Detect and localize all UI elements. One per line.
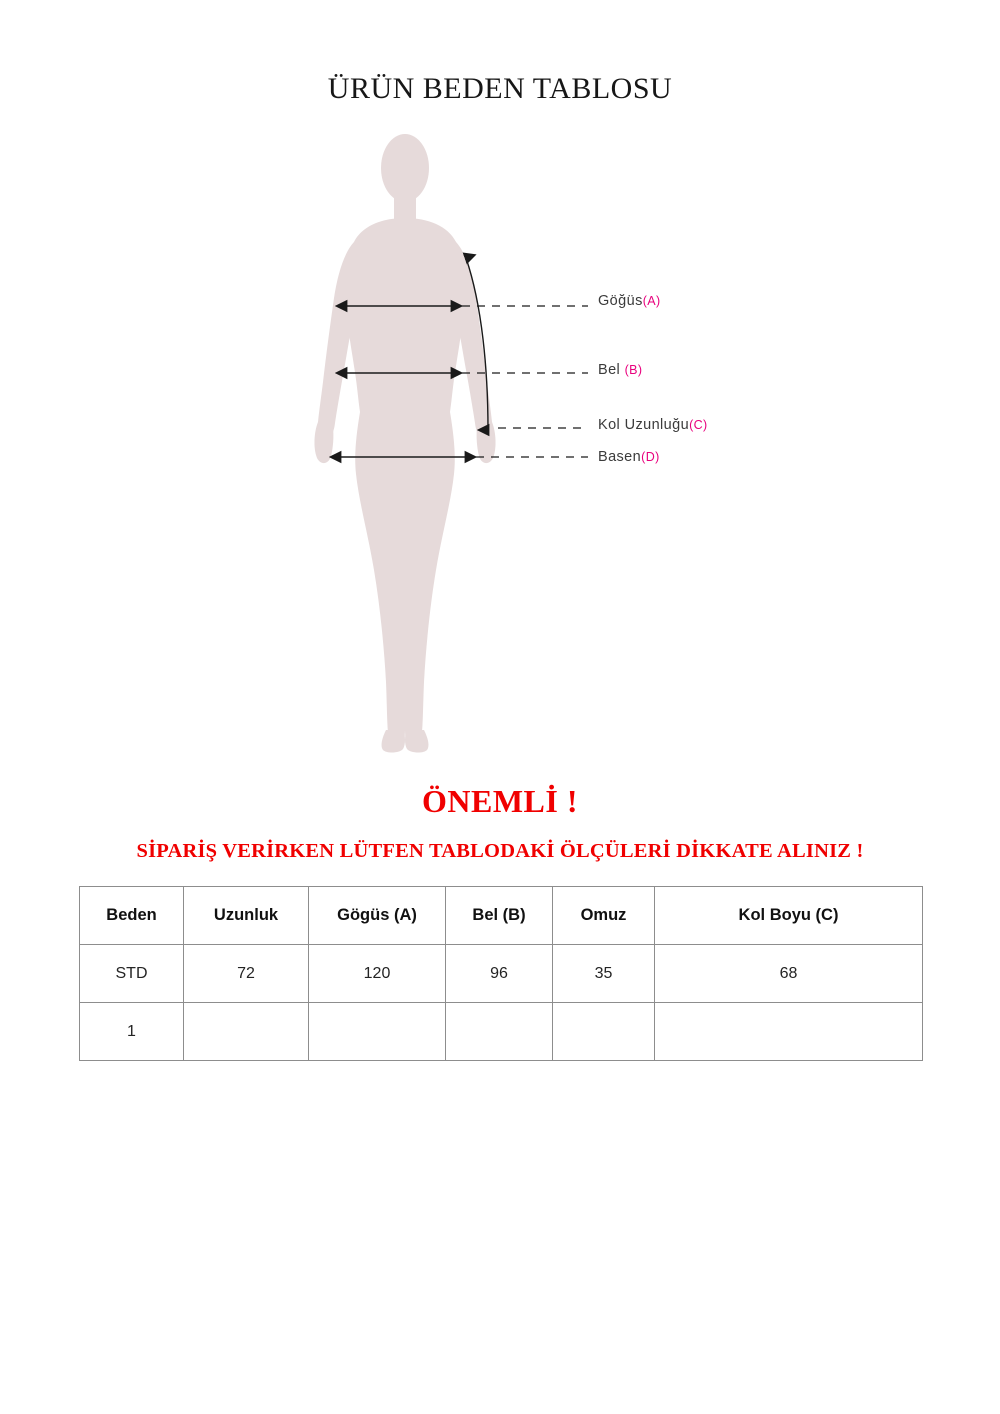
table-cell: 1 bbox=[80, 1003, 184, 1061]
table-cell bbox=[553, 1003, 655, 1061]
table-header-cell: Kol Boyu (C) bbox=[655, 887, 923, 945]
table-header-cell: Beden bbox=[80, 887, 184, 945]
table-cell: 35 bbox=[553, 945, 655, 1003]
label-bel bbox=[598, 362, 642, 378]
table-cell: 68 bbox=[655, 945, 923, 1003]
important-headline: ÖNEMLİ ! bbox=[422, 783, 578, 819]
important-subline: SİPARİŞ VERİRKEN LÜTFEN TABLODAKİ ÖLÇÜLERİ DİKKATE ALINIZ ! bbox=[136, 840, 864, 862]
table-cell bbox=[309, 1003, 446, 1061]
label-kol-code: (C) bbox=[689, 418, 708, 432]
table-header-cell: Uzunluk bbox=[184, 887, 309, 945]
label-basen bbox=[598, 449, 660, 465]
label-bel-code: (B) bbox=[624, 363, 643, 377]
table-header-row bbox=[80, 887, 923, 945]
label-kol-text: Kol Uzunluğu bbox=[598, 417, 690, 433]
table-cell bbox=[184, 1003, 309, 1061]
table-header-cell: Omuz bbox=[553, 887, 655, 945]
table-header-cell: Bel (B) bbox=[446, 887, 553, 945]
female-silhouette-icon bbox=[290, 130, 520, 755]
table-cell bbox=[655, 1003, 923, 1061]
label-bel-text: Bel bbox=[598, 362, 625, 378]
table-cell: 120 bbox=[309, 945, 446, 1003]
table-cell bbox=[446, 1003, 553, 1061]
measurement-diagram bbox=[0, 130, 1000, 770]
label-kol-uzunlugu bbox=[598, 417, 708, 433]
page-title: ÜRÜN BEDEN TABLOSU bbox=[327, 72, 673, 105]
table-cell: STD bbox=[80, 945, 184, 1003]
size-table bbox=[79, 886, 923, 1061]
table-cell: 72 bbox=[184, 945, 309, 1003]
label-basen-code: (D) bbox=[641, 450, 660, 464]
table-cell: 96 bbox=[446, 945, 553, 1003]
table-row bbox=[80, 1003, 923, 1061]
table-row bbox=[80, 945, 923, 1003]
label-gogus-code: (A) bbox=[642, 294, 661, 308]
label-gogus-text: Göğüs bbox=[598, 293, 643, 309]
label-gogus bbox=[598, 293, 661, 309]
table-header-cell: Gögüs (A) bbox=[309, 887, 446, 945]
label-basen-text: Basen bbox=[598, 449, 642, 465]
